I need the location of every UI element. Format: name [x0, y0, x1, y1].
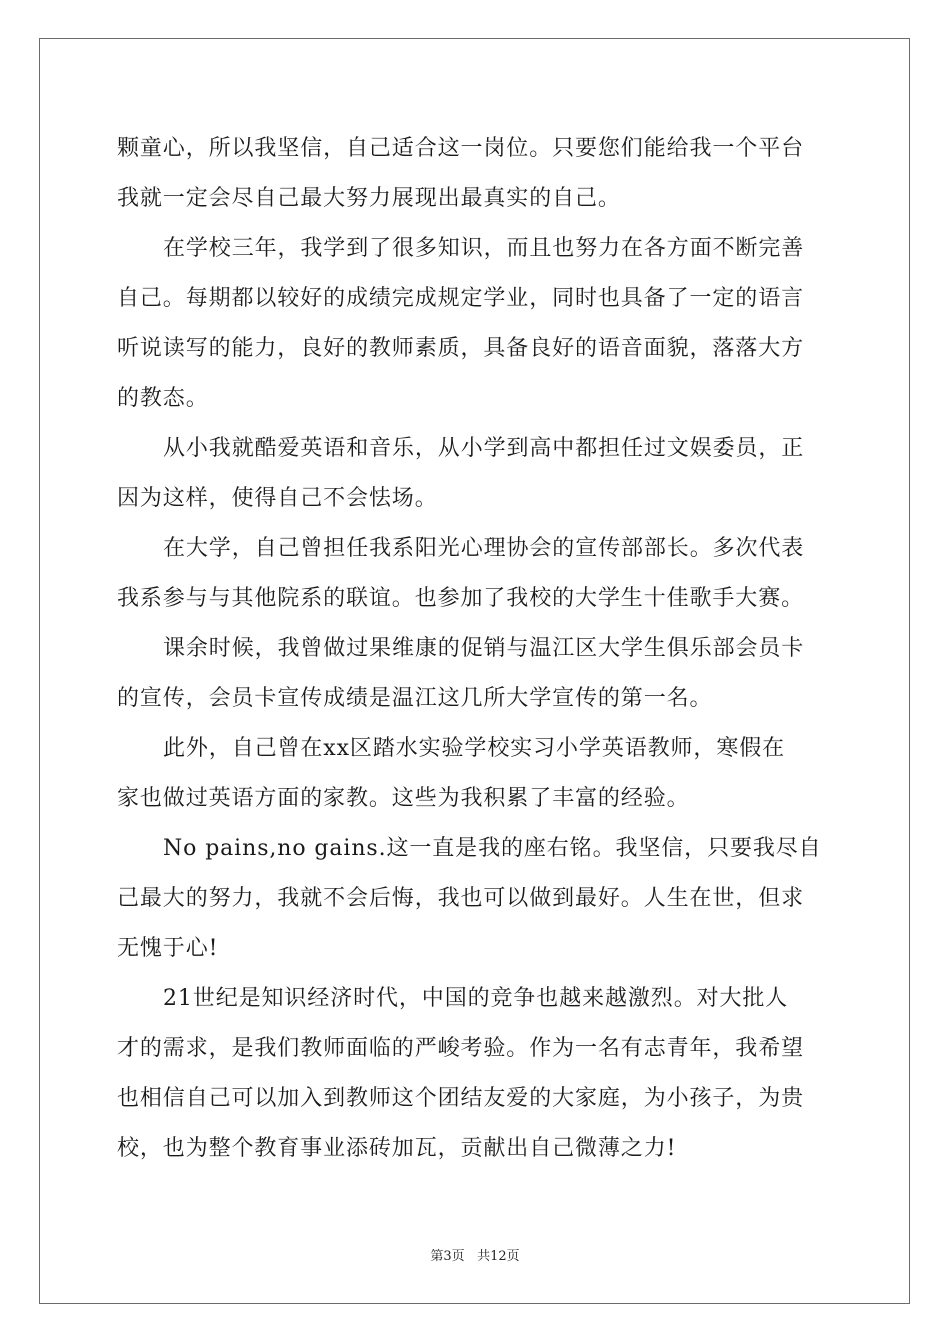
paragraph-line: 家也做过英语方面的家教。这些为我积累了丰富的经验。	[117, 786, 690, 811]
paragraph-line: 21世纪是知识经济时代，中国的竞争也越来越激烈。对大批人	[163, 986, 789, 1011]
paragraph-line: 从小我就酷爱英语和音乐，从小学到高中都担任过文娱委员，正	[163, 436, 805, 461]
page-border	[39, 38, 910, 1304]
paragraph-line: 在大学，自己曾担任我系阳光心理协会的宣传部部长。多次代表	[163, 536, 805, 561]
paragraph-line: 才的需求，是我们教师面临的严峻考验。作为一名有志青年，我希望	[117, 1036, 805, 1061]
paragraph-line: 校，也为整个教育事业添砖加瓦，贡献出自己微薄之力!	[117, 1136, 677, 1161]
paragraph-line: 在学校三年，我学到了很多知识，而且也努力在各方面不断完善	[163, 236, 805, 261]
page-footer	[0, 1248, 950, 1266]
paragraph-line: 此外，自己曾在xx区踏水实验学校实习小学英语教师，寒假在	[163, 736, 786, 761]
paragraph-line: 我就一定会尽自己最大努力展现出最真实的自己。	[117, 186, 621, 211]
paragraph-line: 己最大的努力，我就不会后悔，我也可以做到最好。人生在世，但求	[117, 886, 805, 911]
total-pages: 共12页	[477, 1249, 520, 1264]
paragraph-line: 颗童心，所以我坚信，自己适合这一岗位。只要您们能给我一个平台	[117, 136, 805, 161]
paragraph-line: 听说读写的能力，良好的教师素质，具备良好的语音面貌，落落大方	[117, 336, 805, 361]
paragraph-line: 因为这样，使得自己不会怯场。	[117, 486, 438, 511]
paragraph-line: 课余时候，我曾做过果维康的促销与温江区大学生俱乐部会员卡	[163, 636, 805, 661]
paragraph-line: 也相信自己可以加入到教师这个团结友爱的大家庭，为小孩子，为贵	[117, 1086, 805, 1111]
paragraph-line: 我系参与与其他院系的联谊。也参加了我校的大学生十佳歌手大赛。	[117, 586, 805, 611]
paragraph-line: 无愧于心!	[117, 936, 219, 961]
paragraph-line: 的宣传，会员卡宣传成绩是温江这几所大学宣传的第一名。	[117, 686, 713, 711]
page-number: 第3页	[430, 1249, 465, 1264]
paragraph-line: 的教态。	[117, 386, 209, 411]
paragraph-line: No pains,no gains.这一直是我的座右铭。我坚信，只要我尽自	[163, 836, 822, 861]
paragraph-line: 自己。每期都以较好的成绩完成规定学业，同时也具备了一定的语言	[117, 286, 805, 311]
